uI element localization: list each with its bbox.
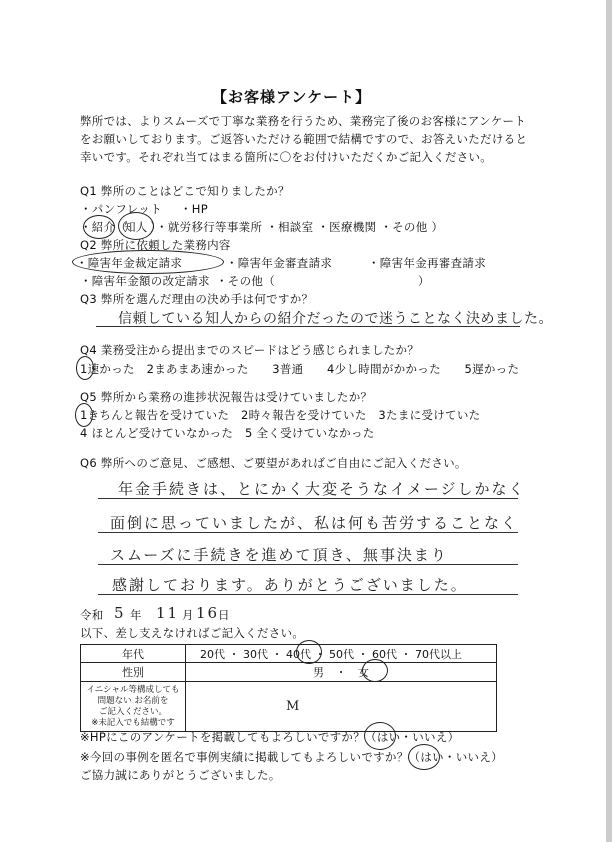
q5-question: Q5 弊所から業務の進捗状況報告は受けていましたか？ <box>80 390 373 404</box>
q4-circle-fast <box>76 356 94 380</box>
consent-hp-yes-circle <box>364 722 396 750</box>
date-era: 令和 <box>80 608 104 622</box>
q3-answer[interactable]: 信頼している知人からの紹介だったので迷うことなく決めました。 <box>118 311 553 327</box>
scan-edge-right <box>606 0 612 842</box>
q6-rule-3 <box>98 564 518 565</box>
intro-line-2: をお願いしております。ご返答いただける範囲で結構ですので、お答えいただけると <box>80 132 528 146</box>
q2-opt2[interactable]: ・障害年金審査請求 <box>226 256 333 270</box>
gender-sep: ・ <box>335 666 347 679</box>
q1-opt-intro[interactable]: ・紹介（ <box>80 220 128 234</box>
q2-question: Q2 弊所に依頼した業務内容 <box>80 238 231 252</box>
gender-label: 性別 <box>81 663 186 682</box>
consent-hp[interactable]: ※HPにこのアンケートを掲載してもよろしいですか？（はい・いいえ） <box>80 730 460 744</box>
age-options[interactable]: 20代 ・ 30代 ・ 40代 ・ 50代 ・ 60代 ・ 70代以上 <box>186 645 497 663</box>
q2-opt5-end: ） <box>418 274 430 288</box>
consent-case-yes-circle <box>408 744 440 770</box>
age-circle-40s <box>296 640 322 664</box>
initial-label-3: ご記入ください。 <box>98 706 167 717</box>
q2-opt4[interactable]: ・障害年金額の改定請求 <box>80 274 210 288</box>
gender-circle-female <box>362 659 388 682</box>
gender-female[interactable]: 女 <box>358 666 369 679</box>
q6-answer-line-4[interactable]: 感謝しております。ありがとうございました。 <box>112 576 468 594</box>
q6-answer-line-1[interactable]: 年金手続きは、とにかく大変そうなイメージしかなく <box>118 480 526 498</box>
q6-rule-1 <box>98 498 518 499</box>
q1-opt-acquaintance[interactable]: 知人 <box>124 220 148 234</box>
respondent-info-table <box>80 644 497 732</box>
age-label: 年代 <box>81 645 186 663</box>
q6-answer-line-2[interactable]: 面倒に思っていましたが、私は何も苦労することなく <box>110 514 519 532</box>
q1-circle-acquaintance <box>118 212 154 240</box>
q3-question: Q3 弊所を選んだ理由の決め手は何ですか？ <box>80 292 314 306</box>
q4-options[interactable]: 1速かった 2まあまあ速かった 3普通 4少し時間がかかった 5遅かった <box>80 362 520 376</box>
q5-options-line2[interactable]: 4 ほとんど受けていなかった 5 全く受けていなかった <box>80 426 375 440</box>
q1-question: Q1 弊所のことはどこで知りましたか？ <box>80 184 290 198</box>
date-month[interactable]: 11 <box>156 604 180 622</box>
date-year[interactable]: 5 <box>114 604 126 622</box>
q4-question: Q4 業務受注から提出までのスピードはどう感じられましたか？ <box>80 343 420 357</box>
q2-opt1[interactable]: ・障害年金裁定請求 <box>76 256 183 270</box>
q1-circle-intro <box>83 215 115 239</box>
gender-male[interactable]: 男 <box>313 666 324 679</box>
initial-label-4: ※未記入でも結構です <box>91 717 175 728</box>
q5-options-line1[interactable]: 1きちんと報告を受けていた 2時々報告を受けていた 3たまに受けていた <box>80 408 481 422</box>
intro-line-1: 弊所では、よりスムーズで丁寧な業務を行うため、業務完了後のお客様にアンケート <box>80 114 527 128</box>
date-month-label: 月 <box>182 608 194 622</box>
q3-answer-line <box>96 326 520 327</box>
q1-opt-hp[interactable]: ・HP <box>180 202 208 216</box>
initial-label-1: イニシャル等構成しても <box>86 684 180 695</box>
date-year-label: 年 <box>130 608 142 622</box>
q6-answer-line-3[interactable]: スムーズに手続きを進めて頂き、無事決まり <box>110 546 448 564</box>
date-day-label: 日 <box>218 608 230 622</box>
consent-case[interactable]: ※今回の事例を匿名で事例実績に掲載してもよろしいですか？（はい・いいえ） <box>80 750 503 764</box>
initial-label-2: 問題ない お名前を <box>97 695 169 706</box>
initial-label <box>81 682 186 732</box>
intro-line-3: 幸いです。それぞれ当てはまる箇所に〇をお付けいただくかご記入ください。 <box>80 150 493 164</box>
q2-circle-opt1 <box>72 250 224 274</box>
q1-opt-rest[interactable]: ）・就労移行等事業所 ・相談室 ・医療機関 ・その他 ） <box>150 220 444 234</box>
page-title: 【お客様アンケート】 <box>212 88 372 106</box>
q2-opt5[interactable]: ・その他（ <box>216 274 275 288</box>
q6-rule-4 <box>98 594 518 595</box>
q6-question: Q6 弊所へのご意見、ご感想、ご要望があればご自由にご記入ください。 <box>80 456 467 470</box>
optional-note: 以下、差し支えなければご記入ください。 <box>80 626 305 640</box>
q6-rule-2 <box>98 532 518 533</box>
date-day[interactable]: 16 <box>196 604 220 622</box>
closing-text: ご協力誠にありがとうございました。 <box>80 768 281 782</box>
initial-value[interactable]: M <box>186 682 497 732</box>
q1-opt-pamphlet[interactable]: ・パンフレット <box>80 202 163 216</box>
q5-circle-1 <box>75 403 93 427</box>
gender-cell[interactable] <box>186 663 497 682</box>
q2-opt3[interactable]: ・障害年金再審査請求 <box>368 256 486 270</box>
